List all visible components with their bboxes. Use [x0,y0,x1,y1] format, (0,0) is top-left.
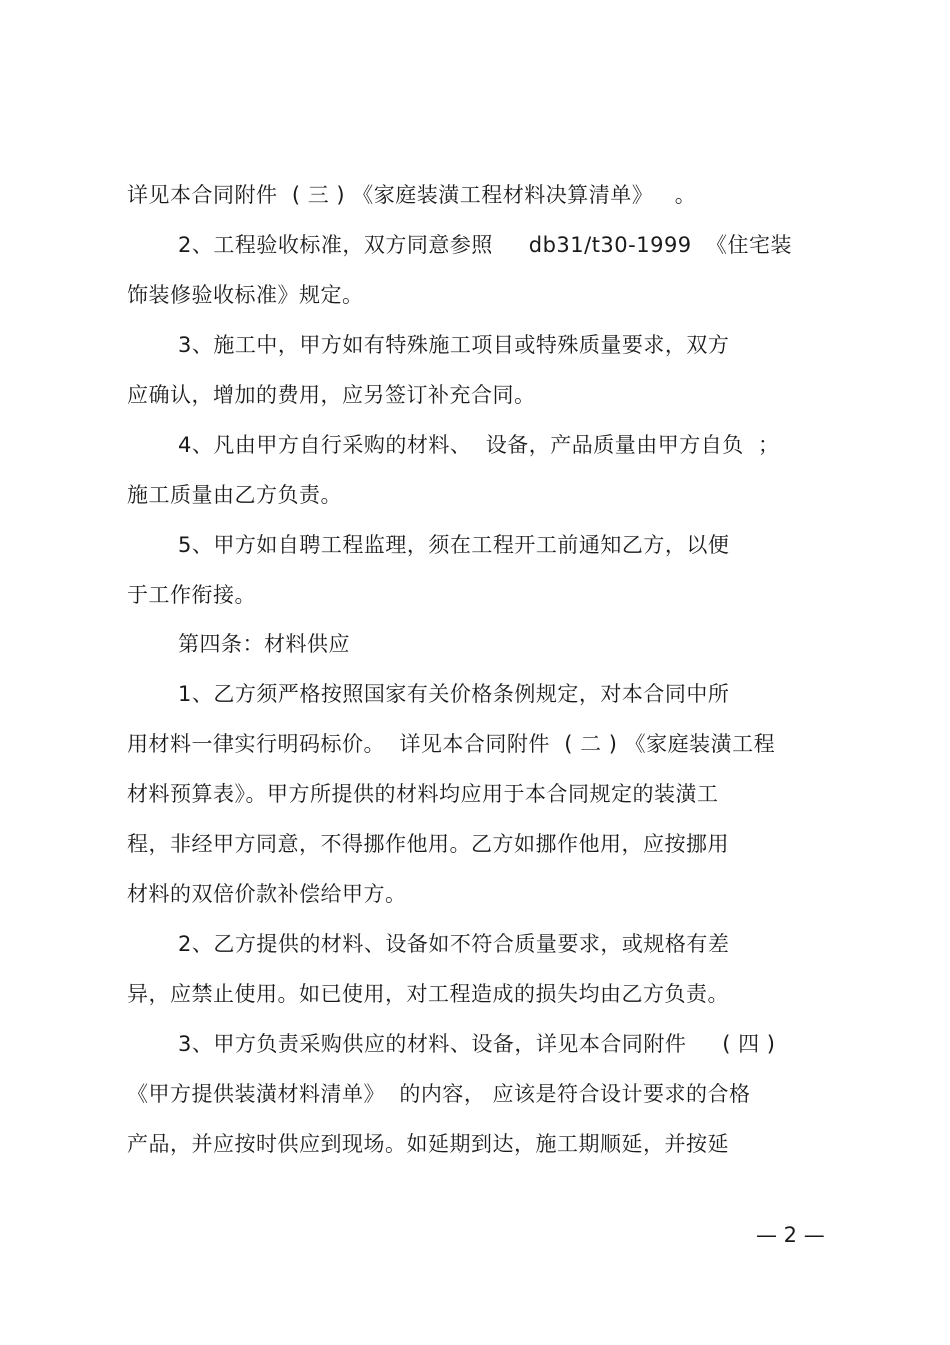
text-line: 异，应禁止使用。如已使用，对工程造成的损失均由乙方负责。 [127,982,729,1006]
text-line: 施工质量由乙方负责。 [127,483,342,507]
text-line: 材料的双倍价款补偿给甲方。 [127,882,407,906]
text-line: 3、甲方负责采购供应的材料、设备，详见本合同附件 ( 四 ) [178,1032,776,1056]
text-line: 材料预算表》。甲方所提供的材料均应用于本合同规定的装潢工 [127,782,719,806]
text-line: 3、施工中，甲方如有特殊施工项目或特殊质量要求，双方 [178,333,730,357]
page-number: — 2 — [756,1223,825,1247]
text-line: 于工作衔接。 [127,583,256,607]
text-line: 应确认，增加的费用，应另签订补充合同。 [127,383,536,407]
text-line: 2、工程验收标准，双方同意参照 db31/t30-1999 《住宅装 [178,233,793,257]
text-line: 2、乙方提供的材料、设备如不符合质量要求，或规格有差 [178,932,730,956]
text-line: 4、凡由甲方自行采购的材料、 设备，产品质量由甲方自负 ； [178,433,780,457]
text-line: 详见本合同附件 ( 三 ) 《家庭装潢工程材料决算清单》 。 [127,183,697,207]
text-line: 1、乙方须严格按照国家有关价格条例规定，对本合同中所 [178,682,730,706]
text-line: 《甲方提供装潢材料清单》 的内容， 应该是符合设计要求的合格 [127,1082,751,1106]
text-line: 程，非经甲方同意，不得挪作他用。乙方如挪作他用，应按挪用 [127,832,729,856]
text-line: 用材料一律实行明码标价。 详见本合同附件 ( 二 ) 《家庭装潢工程 [127,732,776,756]
text-line: 产品，并应按时供应到现场。如延期到达，施工期顺延，并按延 [127,1132,729,1156]
text-line: 饰装修验收标准》规定。 [127,283,364,307]
section-heading: 第四条：材料供应 [178,632,350,656]
text-line: 5、甲方如自聘工程监理，须在工程开工前通知乙方，以便 [178,533,730,557]
